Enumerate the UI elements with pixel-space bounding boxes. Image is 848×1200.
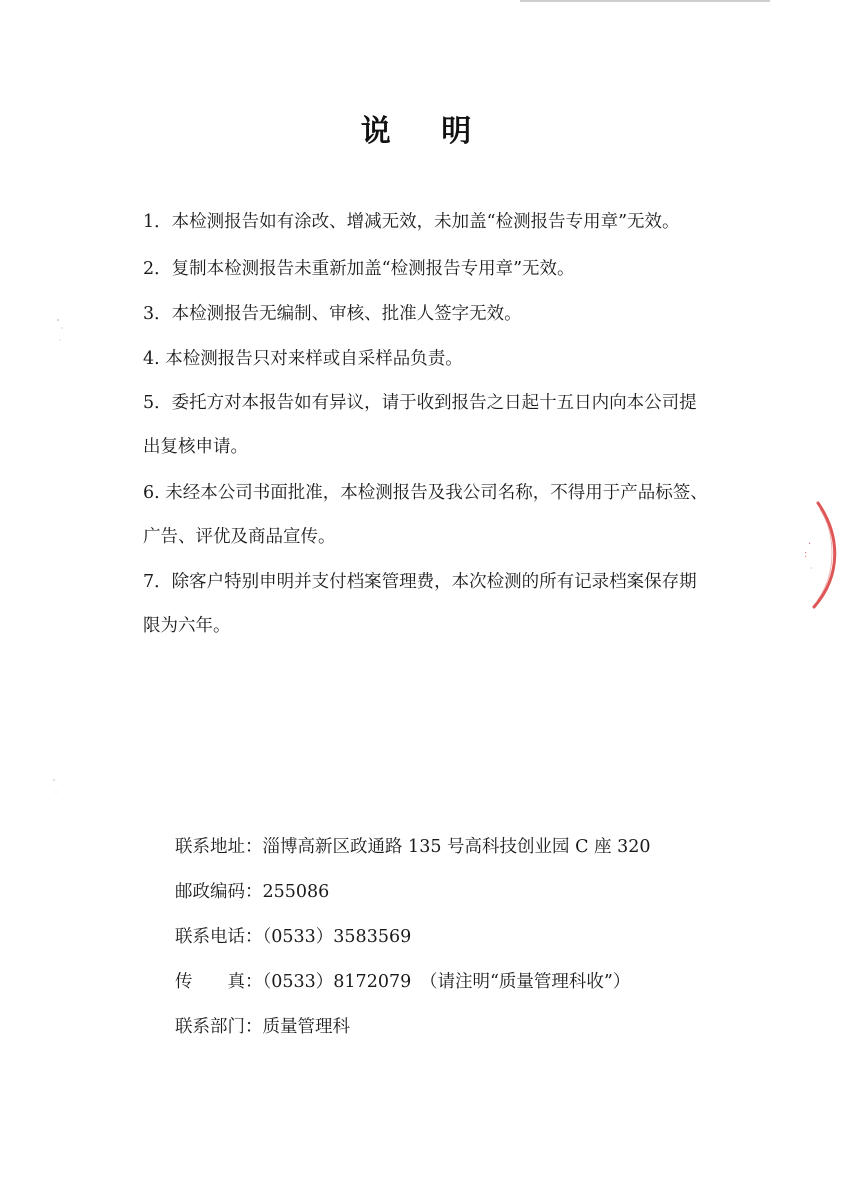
note-3-line-1: 3．本检测报告无编制、审核、批准人签字无效。 — [143, 304, 522, 324]
note-4-line-1: 4. 本检测报告只对来样或自采样品负责。 — [143, 349, 463, 369]
contact-postcode: 邮政编码：255086 — [175, 882, 330, 902]
note-5-line-2: 出复核申请。 — [143, 437, 248, 457]
contact-fax: 传 真：（0533）8172079 （请注明“质量管理科收”） — [175, 972, 631, 992]
contact-phone: 联系电话：（0533）3583569 — [175, 927, 412, 947]
scan-edge-mark — [520, 0, 770, 2]
note-7-line-1: 7．除客户特别申明并支付档案管理费，本次检测的所有记录档案保存期 — [143, 572, 697, 592]
seal-stamp-partial — [790, 495, 848, 615]
note-5-line-1: 5．委托方对本报告如有异议，请于收到报告之日起十五日内向本公司提 — [143, 393, 697, 413]
svg-text:·: · — [808, 539, 812, 550]
svg-text::: : — [804, 549, 808, 560]
note-6-line-1: 6. 未经本公司书面批准，本检测报告及我公司名称，不得用于产品标签、 — [143, 483, 708, 503]
contact-department: 联系部门：质量管理科 — [175, 1017, 350, 1037]
svg-text:·: · — [810, 564, 813, 573]
note-1-line-1: 1．本检测报告如有涂改、增减无效，未加盖“检测报告专用章”无效。 — [143, 212, 680, 232]
page-title: 说 明 — [360, 114, 492, 149]
contact-address: 联系地址：淄博高新区政通路 135 号高科技创业园 C 座 320 — [175, 837, 651, 857]
scan-specks — [40, 300, 70, 820]
note-6-line-2: 广告、评优及商品宣传。 — [143, 527, 336, 547]
note-7-line-2: 限为六年。 — [143, 616, 231, 636]
note-2-line-1: 2．复制本检测报告未重新加盖“检测报告专用章”无效。 — [143, 259, 575, 279]
